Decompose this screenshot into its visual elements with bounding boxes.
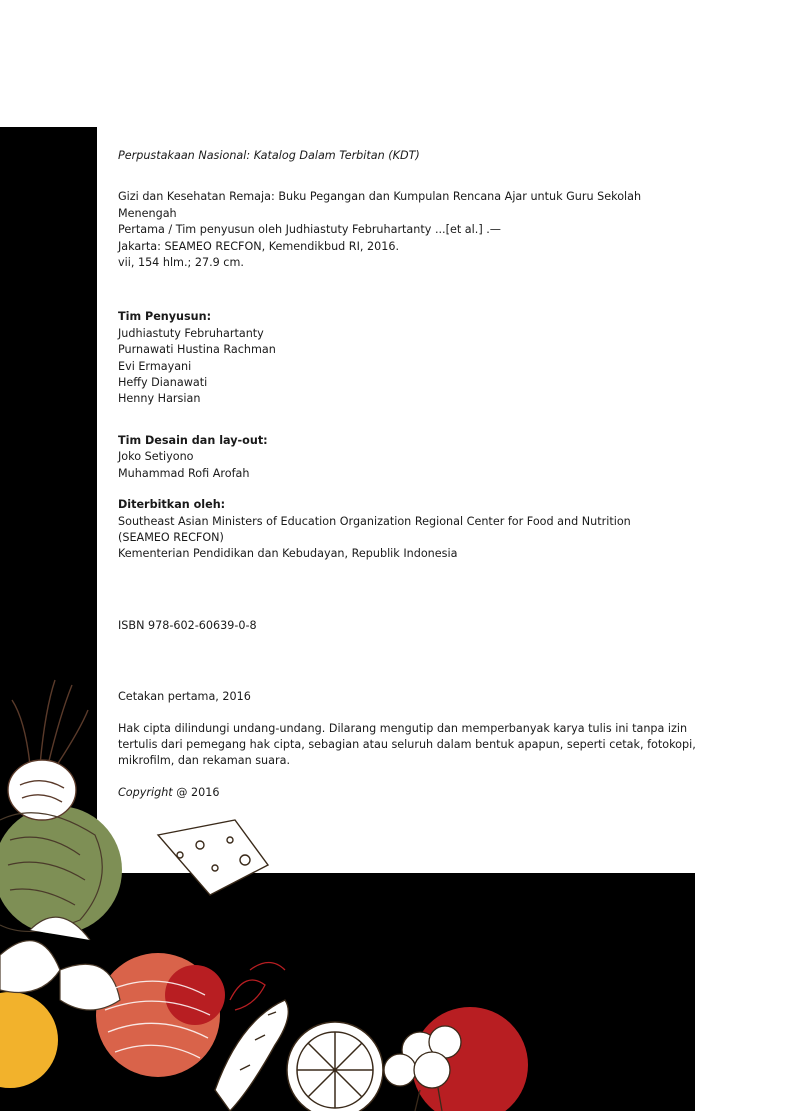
- publisher-heading: Diterbitkan oleh:: [118, 498, 226, 512]
- team-member: Henny Harsian: [118, 392, 201, 406]
- catalog-line: vii, 154 hlm.; 27.9 cm.: [118, 256, 244, 270]
- yellow-shape: [0, 992, 58, 1088]
- team-member: Evi Ermayani: [118, 359, 192, 373]
- team-member: Heffy Dianawati: [118, 376, 208, 390]
- team-heading: Tim Penyusun:: [118, 310, 212, 324]
- rights-line: tertulis dari pemegang hak cipta, sebagian atau seluruh dalam bentuk apapun, seperti cetak, fotokopi,: [118, 737, 696, 751]
- copyright: [118, 785, 698, 801]
- team-member: Purnawati Hustina Rachman: [118, 343, 276, 357]
- catalog-entry: [118, 189, 698, 271]
- edition: Cetakan pertama, 2016: [118, 690, 251, 704]
- colophon: [118, 148, 698, 801]
- publisher-line: Kementerian Pendidikan dan Kebudayan, Republik Indonesia: [118, 547, 458, 561]
- red-circle-small: [165, 965, 225, 1025]
- design-heading: Tim Desain dan lay-out:: [118, 433, 268, 447]
- citrus-slice-icon: [287, 1022, 383, 1111]
- green-circle: [0, 806, 122, 934]
- cheese-icon: [158, 820, 268, 895]
- design-section: [118, 433, 698, 482]
- kdt-title: Perpustakaan Nasional: Katalog Dalam Terbitan (KDT): [118, 149, 420, 162]
- publisher-section: [118, 497, 698, 563]
- publisher-line: Southeast Asian Ministers of Education Organization Regional Center for Food and Nutrition: [118, 514, 631, 528]
- isbn: ISBN 978-602-60639-0-8: [118, 618, 257, 632]
- team-section: [118, 309, 698, 407]
- rights-notice: [118, 721, 698, 770]
- catalog-line: Gizi dan Kesehatan Remaja: Buku Pegangan dan Kumpulan Rencana Ajar untuk Guru Sekolah Menengah: [118, 190, 642, 220]
- flower-sketch-icon: [230, 963, 285, 1011]
- catalog-line: Pertama / Tim penyusun oleh Judhiastuty Februhartanty ...[et al.] .—: [118, 223, 501, 237]
- design-member: Joko Setiyono: [118, 450, 194, 464]
- cucumber-icon: [215, 1000, 288, 1111]
- catalog-line: Jakarta: SEAMEO RECFON, Kemendikbud RI, 2016.: [118, 239, 400, 253]
- team-member: Judhiastuty Februhartanty: [118, 326, 264, 340]
- rights-line: mikrofilm, dan rekaman suara.: [118, 754, 291, 768]
- rights-line: Hak cipta dilindungi undang-undang. Dilarang mengutip dan memperbanyak karya tulis ini tanpa izin: [118, 721, 688, 735]
- publisher-line: (SEAMEO RECFON): [118, 530, 224, 544]
- copyright-label: Copyright: [118, 785, 173, 799]
- design-member: Muhammad Rofi Arofah: [118, 466, 250, 480]
- radish-icon: [8, 680, 88, 820]
- copyright-year: @ 2016: [172, 785, 220, 799]
